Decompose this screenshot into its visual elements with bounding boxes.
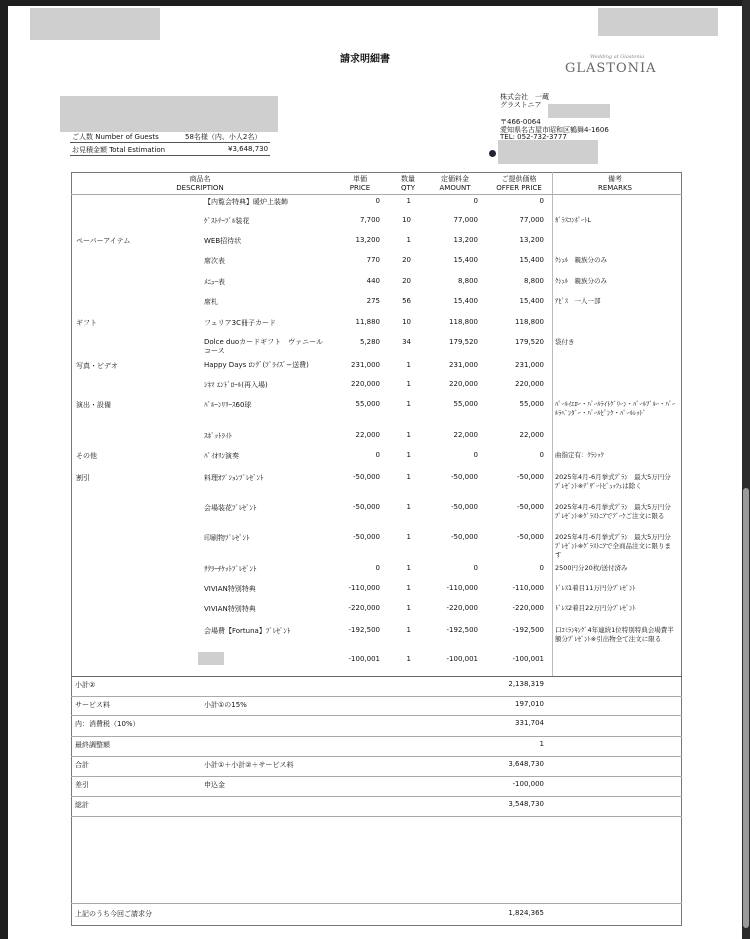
photo-edge-top <box>0 0 750 6</box>
row-qty: 1 <box>406 361 411 369</box>
row-price: 220,000 <box>351 380 380 388</box>
photo-edge-left <box>0 0 8 939</box>
row-amount: 0 <box>473 564 478 572</box>
row-amount: 179,520 <box>449 338 478 346</box>
row-qty: 1 <box>406 584 411 592</box>
row-price: -50,000 <box>352 503 380 511</box>
totals-divider <box>71 816 682 817</box>
row-remarks: 口ｺﾐﾗﾝｷﾝｸﾞ4年連続1位特別特典会場費半額分ﾌﾟﾚｾﾞﾝﾄ※引出物全て注文に限る <box>555 626 674 643</box>
row-item: 【内覧会特典】暖炉上装飾 <box>204 198 288 206</box>
row-remarks: ｸｼｪﾙ 親族分のみ <box>555 256 607 264</box>
row-item: WEB招待状 <box>204 237 242 245</box>
row-remarks: ﾄﾞﾚｽ1着目11万円分ﾌﾟﾚｾﾞﾝﾄ <box>555 584 636 592</box>
totals-note: 申込金 <box>204 781 225 789</box>
row-qty: 10 <box>402 216 411 224</box>
row-item: ｹﾞｽﾄﾃｰﾌﾞﾙ装花 <box>204 217 250 225</box>
row-remarks: 2025年4月-6月挙式ﾌﾟﾗﾝ 最大5万円分ﾌﾟﾚｾﾞﾝﾄ※ﾃﾞｻﾞｰﾄﾋﾞｭｯﾌｪは除く <box>555 473 671 490</box>
redacted-block <box>598 8 718 36</box>
row-item: ｻｸﾗｰﾁｹｯﾄﾌﾟﾚｾﾞﾝﾄ <box>204 565 257 573</box>
row-remarks: 袋付き <box>555 338 575 346</box>
row-qty: 1 <box>406 236 411 244</box>
estimate-value: ¥3,648,730 <box>228 145 269 153</box>
row-offer: 22,000 <box>519 431 544 439</box>
row-remarks: 2500円分20枚/送付済み <box>555 564 628 572</box>
totals-note: 小計①＋小計②＋サービス料 <box>204 761 294 769</box>
row-amount: 15,400 <box>453 297 478 305</box>
company-address: 愛知県名古屋市昭和区鶴舞4-1606 <box>500 126 609 134</box>
header-divider <box>71 194 682 195</box>
row-price: 11,880 <box>355 318 380 326</box>
row-qty: 1 <box>406 197 411 205</box>
row-qty: 34 <box>402 338 411 346</box>
row-amount: 55,000 <box>453 400 478 408</box>
row-item: 席札 <box>204 298 218 306</box>
row-price: 7,700 <box>359 216 380 224</box>
totals-divider <box>71 776 682 777</box>
row-category: その他 <box>76 452 97 460</box>
row-price: 275 <box>366 297 380 305</box>
row-category: 割引 <box>76 474 90 482</box>
totals-value: 197,010 <box>515 700 544 708</box>
row-category: 写真・ビデオ <box>76 362 118 370</box>
col-header-remarks: 備考 REMARKS <box>597 175 632 192</box>
company-tel: TEL: 052-732-3777 <box>500 133 567 141</box>
row-qty: 20 <box>402 256 411 264</box>
row-item: 料理ｵﾌﾟｼｮﾝﾌﾟﾚｾﾞﾝﾄ <box>204 474 264 482</box>
row-price: -110,000 <box>348 584 380 592</box>
final-value: 1,824,365 <box>508 909 544 917</box>
row-item: フェリア3C冊子カード <box>204 319 276 327</box>
row-price: 770 <box>366 256 380 264</box>
row-amount: 22,000 <box>453 431 478 439</box>
row-item: VIVIAN特別特典 <box>204 605 256 613</box>
row-offer: 0 <box>539 564 544 572</box>
totals-label: 内：消費税（10%） <box>75 720 140 728</box>
totals-label: 総計 <box>75 801 89 809</box>
row-item: Dolce duoカードギフト ヴァニールコース <box>204 338 323 355</box>
row-price: 231,000 <box>351 361 380 369</box>
totals-note: 小計①の15% <box>204 701 247 709</box>
row-price: 0 <box>375 451 380 459</box>
logo-name: GLASTONIA <box>565 61 657 76</box>
row-remarks: ﾄﾞﾚｽ2着目22万円分ﾌﾟﾚｾﾞﾝﾄ <box>555 604 636 612</box>
redacted-block <box>548 104 610 118</box>
row-qty: 1 <box>406 400 411 408</box>
totals-label: 合計 <box>75 761 89 769</box>
row-qty: 20 <box>402 277 411 285</box>
punch-mark <box>489 150 496 157</box>
divider <box>70 155 270 156</box>
row-offer: -220,000 <box>512 604 544 612</box>
row-item: ﾊﾞﾙｰﾝﾘﾘｰｽ60球 <box>204 401 252 409</box>
row-offer: 179,520 <box>515 338 544 346</box>
row-amount: -50,000 <box>450 473 478 481</box>
row-amount: -220,000 <box>446 604 478 612</box>
col-header-qty: 数量 QTY <box>400 175 416 192</box>
company-postal: 〒466-0064 <box>500 118 541 126</box>
document-title: 請求明細書 <box>340 54 390 65</box>
totals-label: 小計② <box>75 681 96 689</box>
row-price: 22,000 <box>355 431 380 439</box>
row-qty: 1 <box>406 533 411 541</box>
col-header-offer: ご提供価格 OFFER PRICE <box>496 175 542 192</box>
row-qty: 1 <box>406 431 411 439</box>
totals-value: 3,648,730 <box>508 760 544 768</box>
row-price: 5,280 <box>359 338 380 346</box>
row-item: Happy Days ﾛﾝｸﾞ(ﾌﾟﾗｲｽﾞ−送費) <box>204 361 309 369</box>
totals-divider <box>71 756 682 757</box>
rows-end-divider <box>71 676 682 677</box>
row-price: -50,000 <box>352 533 380 541</box>
row-price: -50,000 <box>352 473 380 481</box>
redacted-block <box>198 652 224 665</box>
row-item: 席次表 <box>204 257 225 265</box>
row-qty: 10 <box>402 318 411 326</box>
totals-label: 最終調整額 <box>75 741 110 749</box>
row-item: ｽﾎﾟｯﾄﾗｲﾄ <box>204 432 232 440</box>
row-offer: -110,000 <box>512 584 544 592</box>
row-amount: -110,000 <box>446 584 478 592</box>
row-price: 55,000 <box>355 400 380 408</box>
row-offer: 0 <box>539 451 544 459</box>
row-price: -220,000 <box>348 604 380 612</box>
row-qty: 1 <box>406 451 411 459</box>
row-remarks: 2025年4月-6月挙式ﾌﾟﾗﾝ 最大5万円分ﾌﾟﾚｾﾞﾝﾄ※ｸﾞﾗｽﾄﾆｱでﾌﾞｰｹご注文に限る <box>555 503 671 520</box>
totals-value: -100,000 <box>512 780 544 788</box>
row-price: 0 <box>375 564 380 572</box>
row-remarks: ｱﾋﾟｽ 一人一部 <box>555 297 601 305</box>
totals-value: 2,138,319 <box>508 680 544 688</box>
company-line2: グラストニア <box>500 101 542 109</box>
row-offer: 77,000 <box>519 216 544 224</box>
row-category: 演出・設備 <box>76 401 111 409</box>
row-qty: 1 <box>406 503 411 511</box>
final-divider <box>71 903 682 904</box>
row-item: ｼﾈﾏ ｴﾝﾄﾞﾛｰﾙ(再入場) <box>204 381 268 389</box>
row-amount: -50,000 <box>450 533 478 541</box>
guests-value: 58名様（内、小人2名） <box>185 133 262 141</box>
row-remarks: ｸｼｪﾙ 親族分のみ <box>555 277 607 285</box>
row-remarks: ｶﾞﾗｽｺﾝﾎﾟｰﾄL <box>555 216 592 224</box>
col-header-amount: 定価料金 AMOUNT <box>439 175 471 192</box>
redacted-block <box>60 96 278 132</box>
row-amount: 118,800 <box>449 318 478 326</box>
row-price: 0 <box>375 197 380 205</box>
row-offer: 231,000 <box>515 361 544 369</box>
divider <box>70 142 270 143</box>
scrollbar-thumb[interactable] <box>743 488 749 928</box>
row-qty: 1 <box>406 473 411 481</box>
row-offer: -192,500 <box>512 626 544 634</box>
row-offer: 118,800 <box>515 318 544 326</box>
row-qty: 56 <box>402 297 411 305</box>
col-header-description: 商品名 DESCRIPTION <box>176 175 224 192</box>
logo-script: Wedding at Glastonia <box>590 54 645 60</box>
row-offer: 15,400 <box>519 256 544 264</box>
row-amount: 0 <box>473 451 478 459</box>
row-offer: -50,000 <box>516 503 544 511</box>
row-offer: 55,000 <box>519 400 544 408</box>
row-amount: 15,400 <box>453 256 478 264</box>
row-offer: -50,000 <box>516 533 544 541</box>
totals-value: 331,704 <box>515 719 544 727</box>
row-item: 印刷物ﾌﾟﾚｾﾞﾝﾄ <box>204 534 250 542</box>
row-item: ﾒﾆｭｰ表 <box>204 278 225 286</box>
column-divider <box>552 172 553 676</box>
totals-divider <box>71 796 682 797</box>
row-amount: 13,200 <box>453 236 478 244</box>
row-amount: 8,800 <box>457 277 478 285</box>
estimate-label: お見積金額 Total Estimation <box>72 146 166 154</box>
row-amount: -192,500 <box>446 626 478 634</box>
row-amount: 220,000 <box>449 380 478 388</box>
row-qty: 1 <box>406 604 411 612</box>
row-item: 会場装花ﾌﾟﾚｾﾞﾝﾄ <box>204 504 257 512</box>
company-line1: 株式会社 一蔵 <box>500 93 549 101</box>
row-remarks: 曲指定有：ｸﾗｼｯｸ <box>555 451 604 459</box>
row-offer: 220,000 <box>515 380 544 388</box>
row-item: VIVIAN特別特典 <box>204 585 256 593</box>
row-price: -192,500 <box>348 626 380 634</box>
row-remarks: ﾊﾟｰﾙｲｴﾛｰ・ﾊﾟｰﾙﾗｲﾄｸﾞﾘｰﾝ・ﾊﾟｰﾙﾌﾞﾙｰ・ﾊﾟｰﾙﾗﾍﾞﾝﾀﾞｰ・ﾊﾟｰﾙﾋﾟﾝｸ・ﾊﾟｰﾙﾚｯﾄﾞ <box>555 400 676 417</box>
row-qty: 1 <box>406 655 411 663</box>
row-price: 440 <box>366 277 380 285</box>
row-offer: 8,800 <box>523 277 544 285</box>
totals-value: 1 <box>539 740 544 748</box>
totals-label: サービス料 <box>75 701 110 709</box>
row-qty: 1 <box>406 380 411 388</box>
row-offer: 0 <box>539 197 544 205</box>
row-price: 13,200 <box>355 236 380 244</box>
row-amount: -50,000 <box>450 503 478 511</box>
row-price: -100,001 <box>348 655 380 663</box>
row-qty: 1 <box>406 626 411 634</box>
totals-divider <box>71 696 682 697</box>
redacted-block <box>498 140 598 164</box>
col-header-price: 単価 PRICE <box>349 175 371 192</box>
row-remarks: 2025年4月-6月挙式ﾌﾟﾗﾝ 最大5万円分ﾌﾟﾚｾﾞﾝﾄ※ｸﾞﾗｽﾄﾆｱで全商品注文に限ります <box>555 533 671 559</box>
row-amount: -100,001 <box>446 655 478 663</box>
row-offer: -50,000 <box>516 473 544 481</box>
final-label: 上記のうち今回ご請求分 <box>75 910 152 918</box>
row-item: ﾊﾞｲｵﾘﾝ演奏 <box>204 452 239 460</box>
totals-divider <box>71 715 682 716</box>
row-amount: 77,000 <box>453 216 478 224</box>
row-amount: 231,000 <box>449 361 478 369</box>
row-category: ギフト <box>76 319 97 327</box>
row-offer: 13,200 <box>519 236 544 244</box>
row-amount: 0 <box>473 197 478 205</box>
totals-divider <box>71 736 682 737</box>
redacted-block <box>30 8 160 40</box>
totals-label: 差引 <box>75 781 89 789</box>
row-offer: 15,400 <box>519 297 544 305</box>
guests-label: ご人数 Number of Guests <box>72 133 159 141</box>
totals-value: 3,548,730 <box>508 800 544 808</box>
row-category: ペーパーアイテム <box>76 237 131 245</box>
row-offer: -100,001 <box>512 655 544 663</box>
row-qty: 1 <box>406 564 411 572</box>
row-item: 会場費【Fortuna】ﾌﾟﾚｾﾞﾝﾄ <box>204 627 291 635</box>
